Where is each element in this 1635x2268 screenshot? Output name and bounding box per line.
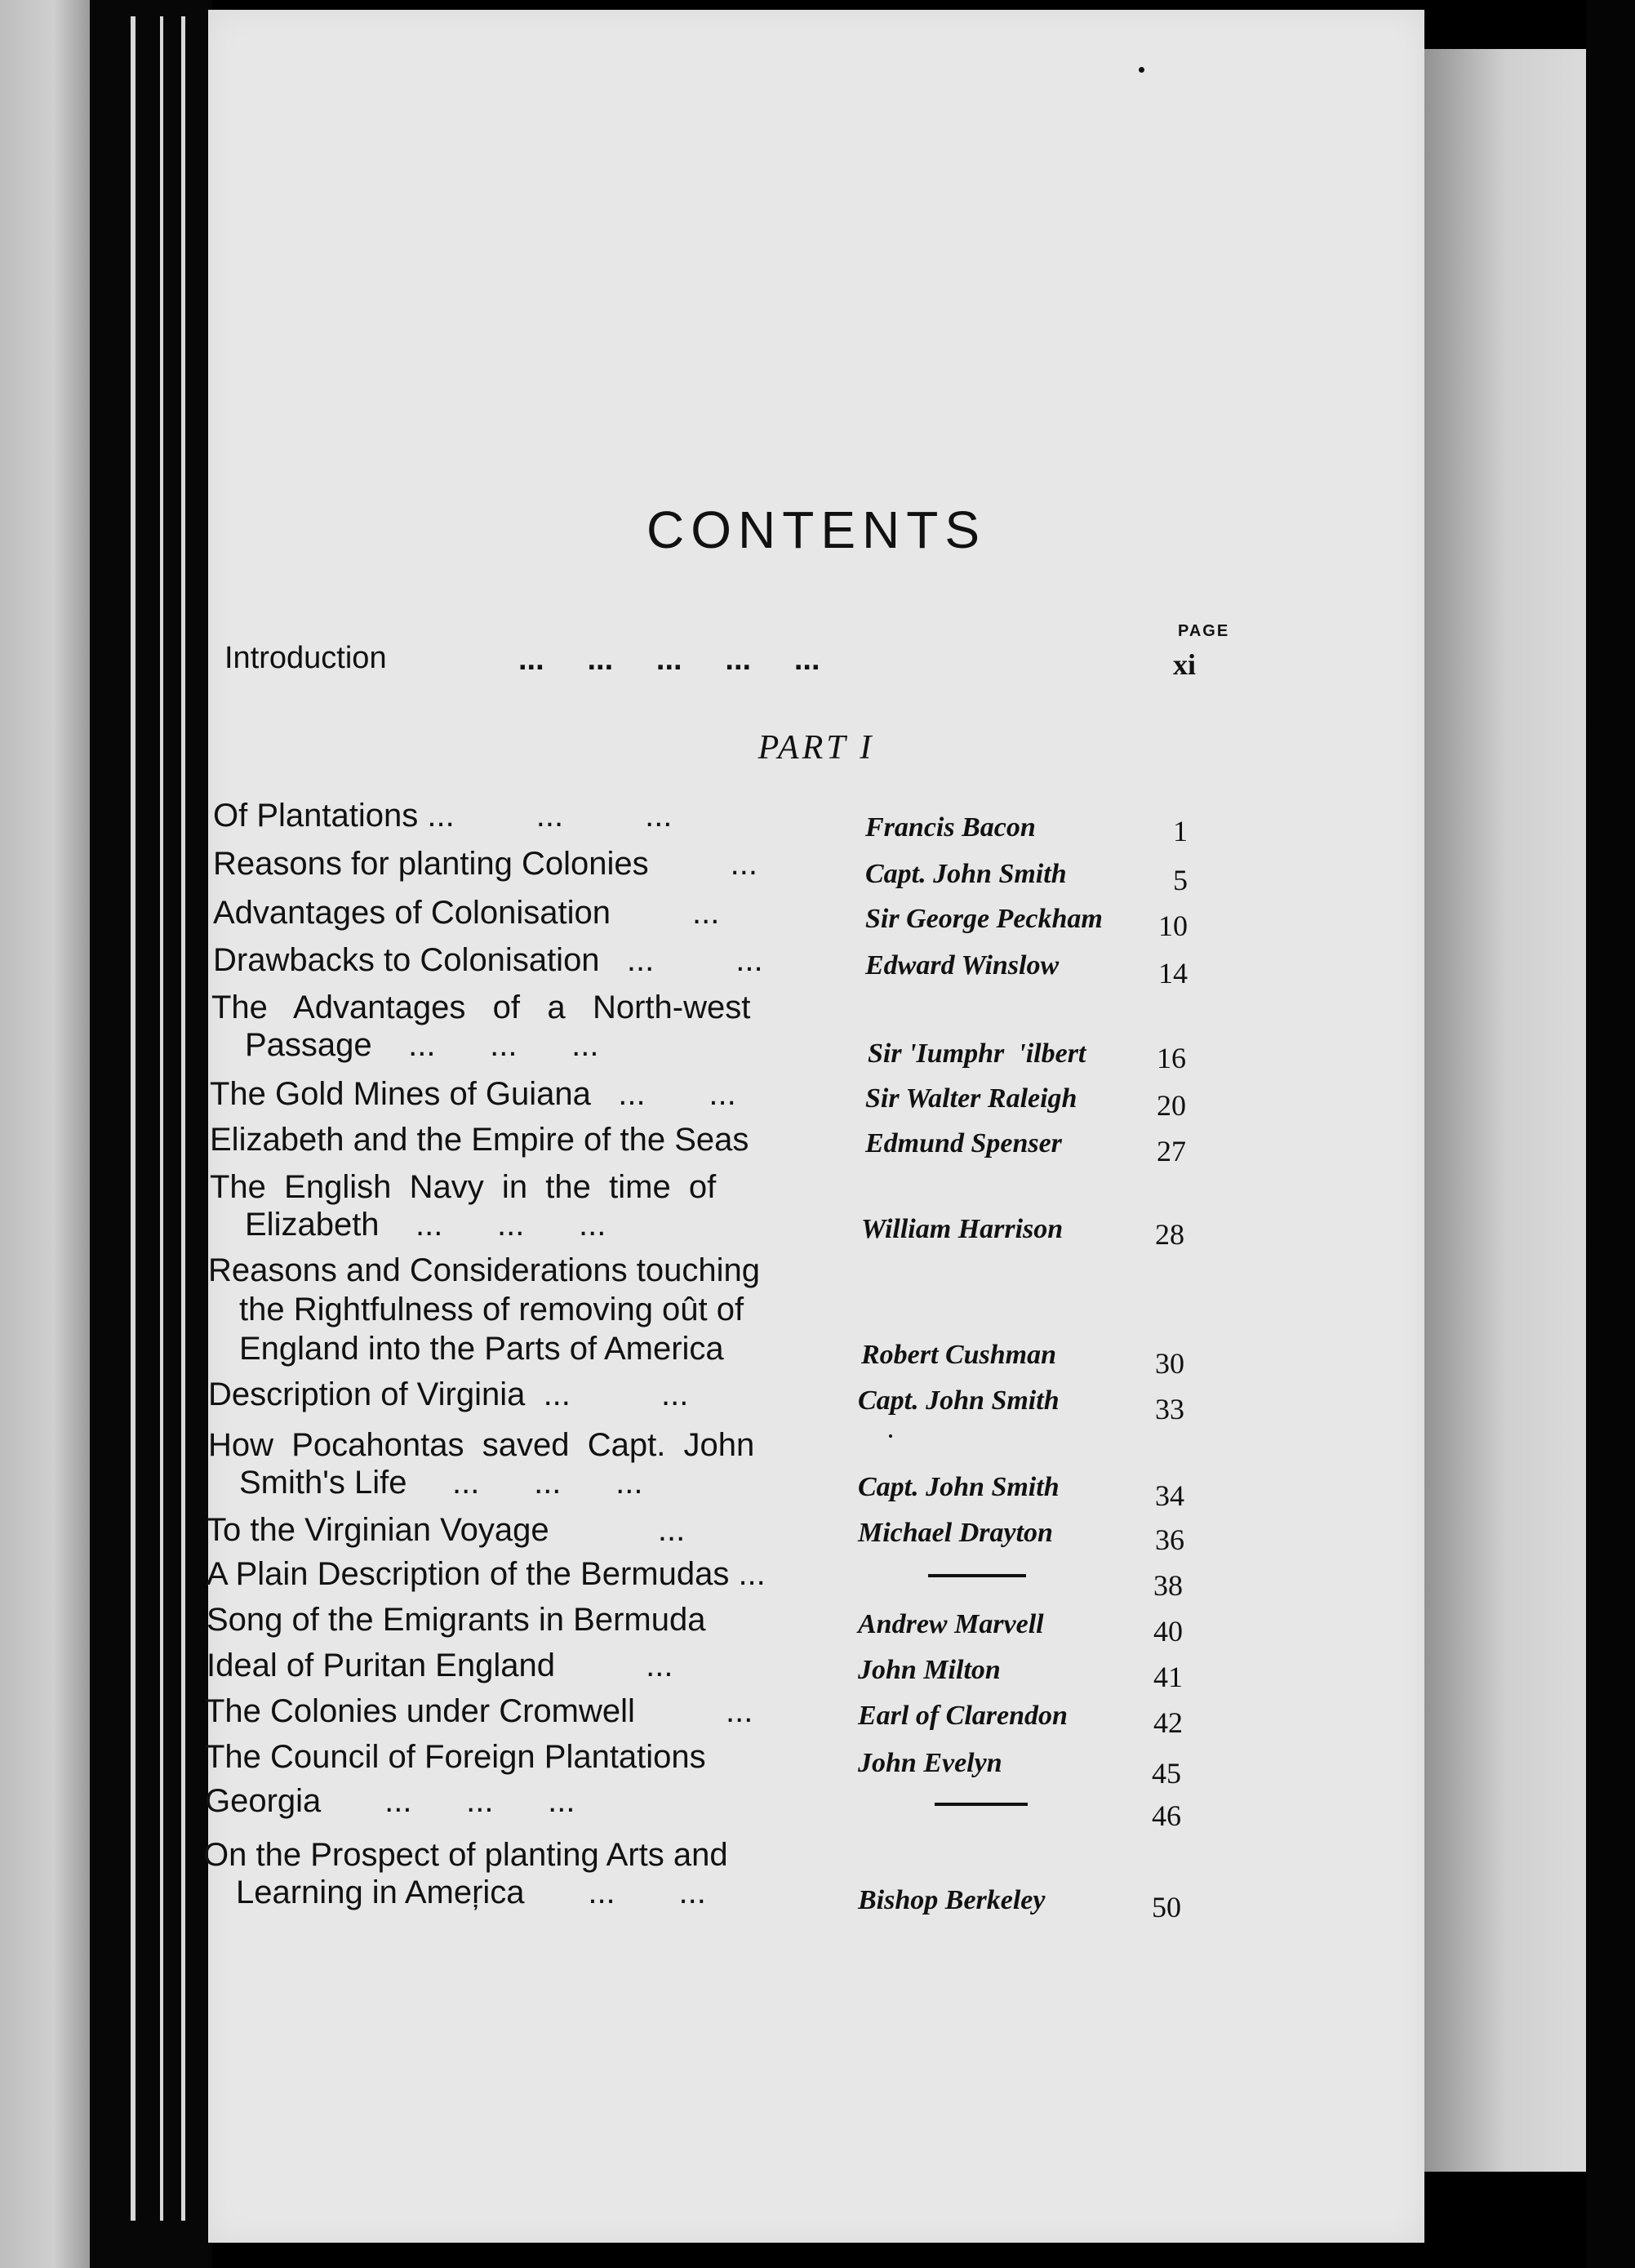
entry-title-continued: Learning in Ameŗica ... ... [236, 1874, 706, 1910]
left-page-edge [0, 0, 90, 2268]
entry-page-number: 40 [1153, 1615, 1183, 1648]
entry-page-number: 41 [1153, 1661, 1183, 1693]
entry-author: John Evelyn [858, 1748, 1002, 1778]
entry-title: Elizabeth and the Empire of the Seas [210, 1122, 749, 1158]
entry-page-number: 28 [1155, 1218, 1184, 1251]
author-dash [935, 1803, 1028, 1806]
entry-author: Sir 'Iumphr 'ilbert [868, 1038, 1086, 1069]
entry-page-number: 45 [1152, 1757, 1181, 1790]
entry-title-continued: Elizabeth ... ... ... [245, 1207, 606, 1243]
entry-title: The Council of Foreign Plantations [205, 1739, 706, 1775]
entry-author: Sir George Peckham [865, 904, 1103, 934]
contents-page [203, 10, 1424, 2243]
part-heading: PART I [758, 729, 875, 767]
entry-page-number: 5 [1173, 864, 1188, 896]
entry-author: Earl of Clarendon [858, 1701, 1068, 1731]
entry-author: Capt. John Smith [858, 1385, 1060, 1416]
entry-author: Edward Winslow [865, 950, 1060, 981]
author-dash [928, 1574, 1026, 1577]
entry-title: Description of Virginia ... ... [208, 1376, 689, 1412]
right-border [1586, 0, 1635, 2268]
entry-title: Reasons for planting Colonies ... [213, 846, 758, 882]
intro-title: Introduction [224, 641, 387, 675]
entry-title: The Colonies under Cromwell ... [205, 1693, 753, 1729]
entry-title: Song of the Emigrants in Bermuda [207, 1602, 706, 1638]
entry-title: The Advantages of a North-west [211, 989, 751, 1025]
intro-leaders: ... ... ... ... ... [518, 643, 820, 677]
entry-page-number: 42 [1153, 1706, 1183, 1739]
scan-speck [1139, 67, 1144, 73]
entry-page-number: 38 [1153, 1569, 1183, 1602]
entry-page-number: 30 [1155, 1347, 1184, 1380]
scan-speck [889, 1434, 892, 1438]
entry-page-number: 36 [1155, 1523, 1184, 1556]
entry-title: How Pocahontas saved Capt. John [208, 1427, 755, 1463]
entry-author: John Milton [858, 1655, 1001, 1685]
page-title: CONTENTS [646, 500, 986, 559]
entry-title-continued: England into the Parts of America [239, 1331, 724, 1367]
page-column-label: PAGE [1178, 622, 1230, 640]
entry-title: Advantages of Colonisation ... [213, 895, 720, 931]
entry-author: Bishop Berkeley [858, 1885, 1046, 1915]
entry-title: The English Navy in the time of [210, 1169, 717, 1205]
entry-author: Edmund Spenser [865, 1128, 1062, 1158]
entry-author: William Harrison [861, 1214, 1064, 1244]
entry-author: Michael Drayton [858, 1518, 1053, 1548]
entry-page-number: 1 [1173, 815, 1188, 847]
entry-author: Robert Cushman [861, 1340, 1057, 1370]
entry-author: Francis Bacon [865, 812, 1036, 843]
book-binding [90, 0, 212, 2268]
entry-title-continued: Smith's Life ... ... ... [239, 1465, 643, 1501]
entry-title-continued: the Rightfulness of removing oût of [239, 1292, 744, 1327]
entry-page-number: 34 [1155, 1479, 1184, 1512]
entry-title: Reasons and Considerations touching [208, 1252, 760, 1288]
entry-author: Capt. John Smith [865, 859, 1067, 889]
entry-page-number: 14 [1158, 957, 1188, 989]
entry-page-number: 46 [1152, 1799, 1181, 1832]
entry-title-continued: Passage ... ... ... [245, 1027, 599, 1063]
entry-title: A Plain Description of the Bermudas ... [207, 1556, 766, 1592]
entry-author: Capt. John Smith [858, 1472, 1060, 1502]
entry-page-number: 16 [1157, 1042, 1186, 1074]
entry-page-number: 33 [1155, 1393, 1184, 1425]
entry-title: Of Plantations ... ... ... [213, 798, 673, 834]
entry-author: Andrew Marvell [858, 1609, 1044, 1639]
entry-title: On the Prospect of planting Arts and [203, 1837, 728, 1873]
binding-fold [131, 16, 136, 2221]
entry-page-number: 50 [1152, 1891, 1181, 1923]
entry-page-number: 20 [1157, 1089, 1186, 1122]
entry-title: Georgia ... ... ... [205, 1783, 575, 1819]
entry-title: Ideal of Puritan England ... [207, 1648, 673, 1683]
entry-title: To the Virginian Voyage ... [207, 1512, 686, 1548]
entry-author: Sir Walter Raleigh [865, 1083, 1077, 1114]
intro-page-number: xi [1172, 648, 1196, 681]
entry-title: Drawbacks to Colonisation ... ... [213, 942, 763, 978]
entry-page-number: 10 [1158, 909, 1188, 942]
entry-title: The Gold Mines of Guiana ... ... [210, 1076, 736, 1112]
binding-fold [181, 16, 185, 2221]
entry-page-number: 27 [1157, 1135, 1186, 1167]
binding-fold [160, 16, 163, 2221]
